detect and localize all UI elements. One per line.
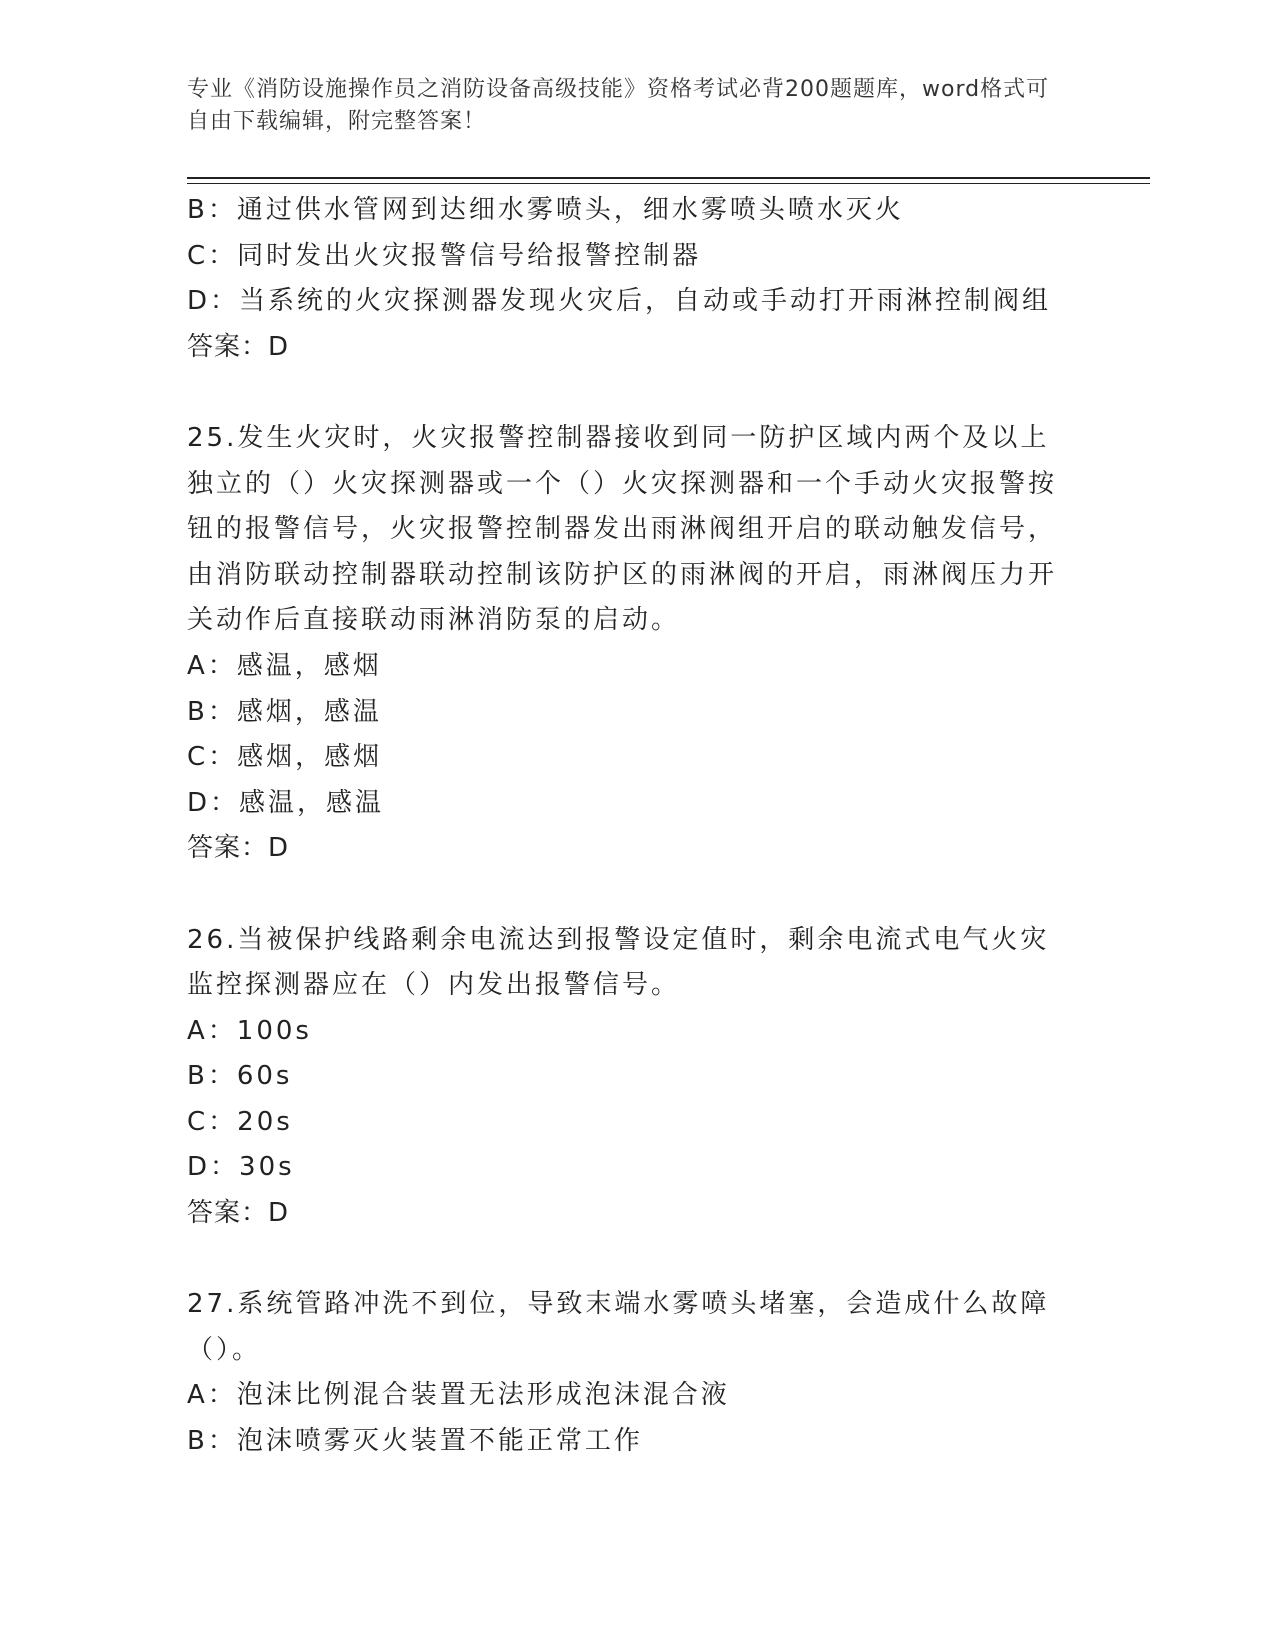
answer-label: 答案：D <box>187 833 290 864</box>
option-b: B：泡沫喷雾灭火装置不能正常工作 <box>187 1426 643 1457</box>
question-26 <box>187 918 1067 1237</box>
spacer <box>187 370 1067 416</box>
document-header: 专业《消防设施操作员之消防设备高级技能》资格考试必背200题题库，word格式可自由下载编辑，附完整答案！ <box>187 77 1050 134</box>
question-stem: 26.当被保护线路剩余电流达到报警设定值时，剩余电流式电气火灾监控探测器应在（）内发出报警信号。 <box>187 924 1050 1001</box>
option-c: C：同时发出火灾报警信号给报警控制器 <box>187 240 702 271</box>
header-divider-thick <box>187 177 1150 179</box>
option-c: C：20s <box>187 1106 293 1137</box>
option-a: A：泡沫比例混合装置无法形成泡沫混合液 <box>187 1380 730 1411</box>
question-24-continued <box>187 188 1067 370</box>
option-b: B：感烟，感温 <box>187 696 382 727</box>
option-b: B：60s <box>187 1061 293 1092</box>
option-c: C：感烟，感烟 <box>187 742 383 773</box>
question-27 <box>187 1282 1067 1464</box>
option-d: D：感温，感温 <box>187 787 385 818</box>
option-a: A：100s <box>187 1015 312 1046</box>
option-d: D：当系统的火灾探测器发现火灾后，自动或手动打开雨淋控制阀组 <box>187 286 1052 317</box>
question-25 <box>187 416 1067 872</box>
option-d: D：30s <box>187 1152 295 1183</box>
option-b: B：通过供水管网到达细水雾喷头，细水雾喷头喷水灭火 <box>187 195 904 225</box>
document-body <box>187 188 1067 1465</box>
answer-label: 答案：D <box>187 1198 290 1229</box>
question-stem: 25.发生火灾时，火灾报警控制器接收到同一防护区域内两个及以上独立的（）火灾探测器或一个（）火灾探测器和一个手动火灾报警按钮的报警信号，火灾报警控制器发出雨淋阀组开启的联动触发信号，由消防联动控制器联动控制该防护区的雨淋阀的开启，雨淋阀压力开关动作后直接联动雨淋消防泵的启动。 <box>187 422 1058 636</box>
answer-label: 答案：D <box>187 331 290 362</box>
question-stem: 27.系统管路冲洗不到位，导致末端水雾喷头堵塞，会造成什么故障（）。 <box>187 1289 1050 1365</box>
header-divider-thin <box>187 183 1150 184</box>
spacer <box>187 872 1067 918</box>
spacer <box>187 1237 1067 1283</box>
option-a: A：感温，感烟 <box>187 650 382 681</box>
